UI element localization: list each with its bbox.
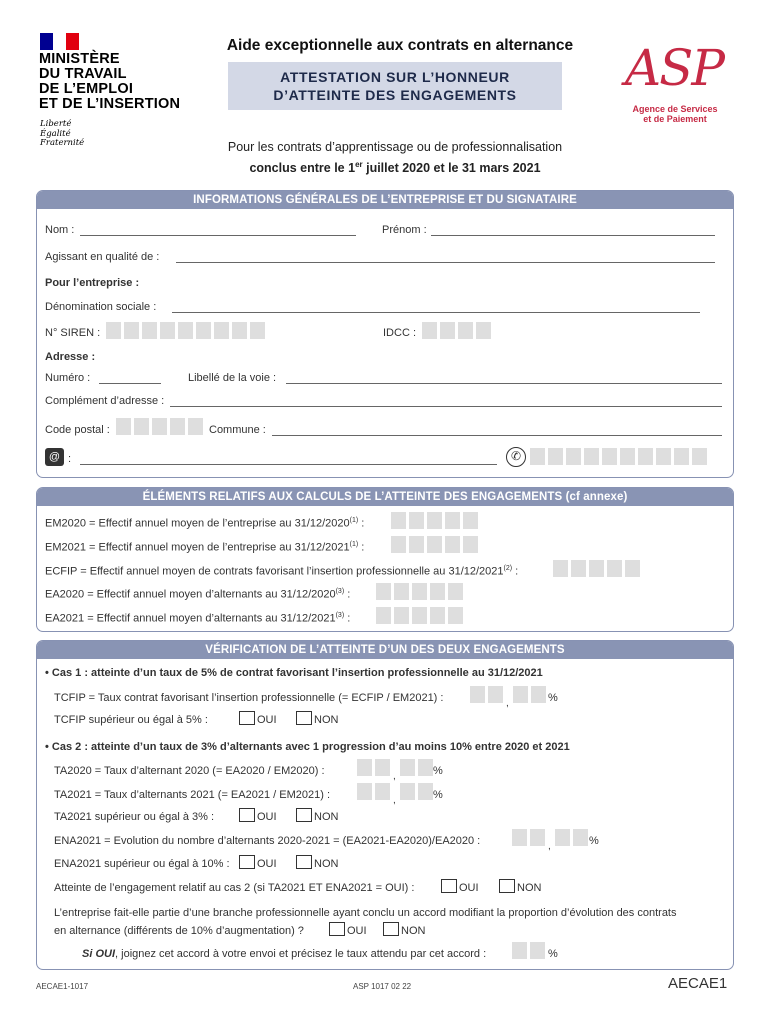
ea2020-label: EA2020 = Effectif annuel moyen d’alternants au 31/12/2020$^{(3)}$ : <box>45 588 351 601</box>
ministry-name: MINISTÈRE DU TRAVAIL DE L’EMPLOI ET DE L’INSERTION <box>39 51 181 112</box>
branche-oui-checkbox[interactable] <box>329 922 345 936</box>
ta2020-label: TA2020 = Taux d’alternant 2020 (= EA2020 / EM2020) : <box>54 765 325 777</box>
subtitle: Pour les contrats d’apprentissage ou de professionnalisation <box>227 140 563 154</box>
attestation-title-box: ATTESTATION SUR L’HONNEUR D’ATTEINTE DES ENGAGEMENTS <box>228 62 562 110</box>
branche-label-line1: L’entreprise fait-elle partie d’une branche professionnelle ayant conclu un accord modifiant la proportion d’évolution des contrats <box>54 907 677 919</box>
tcfip-non-checkbox[interactable] <box>296 711 312 725</box>
atteinte-oui-checkbox[interactable] <box>441 879 457 893</box>
page-title: Aide exceptionnelle aux contrats en alternance <box>226 37 574 54</box>
commune-field[interactable] <box>272 435 722 436</box>
nom-field[interactable] <box>80 235 356 236</box>
ena2021-int-boxes[interactable] <box>512 829 545 846</box>
qualite-label: Agissant en qualité de : <box>45 251 160 263</box>
adresse-label: Adresse : <box>45 351 96 363</box>
section-verification <box>36 640 734 970</box>
ena2021-dec-boxes[interactable] <box>555 829 588 846</box>
ea2021-boxes[interactable] <box>376 607 463 624</box>
footer-version: ASP 1017 02 22 <box>353 982 412 991</box>
complement-field[interactable] <box>170 406 722 407</box>
prenom-field[interactable] <box>431 235 715 236</box>
libelle-label: Libellé de la voie : <box>188 372 277 384</box>
code-postal-label: Code postal : <box>45 424 110 436</box>
atteinte-non-checkbox[interactable] <box>499 879 515 893</box>
ta2021-label: TA2021 = Taux d’alternants 2021 (= EA2021 / EM2021) : <box>54 789 330 801</box>
republic-flag-logo <box>40 33 79 50</box>
phone-icon: ✆ <box>506 447 526 467</box>
ena2021-label: ENA2021 = Evolution du nombre d’alternants 2020-2021 = (EA2021-EA2020)/EA2020 : <box>54 835 481 847</box>
prenom-label: Prénom : <box>382 224 427 236</box>
cas1-heading: • Cas 1 : atteinte d’un taux de 5% de contrat favorisant l’insertion professionnelle au 31/12/2021 <box>45 667 543 679</box>
idcc-boxes[interactable] <box>422 322 491 339</box>
phone-boxes[interactable] <box>530 448 707 465</box>
section-title: ÉLÉMENTS RELATIFS AUX CALCULS DE L’ATTEINTE DES ENGAGEMENTS (cf annexe) <box>37 488 733 506</box>
ta2020-int-boxes[interactable] <box>357 759 390 776</box>
republic-motto: Liberté Égalité Fraternité <box>40 119 85 148</box>
email-separator: : <box>68 453 72 465</box>
numero-field[interactable] <box>99 383 161 384</box>
section-title: INFORMATIONS GÉNÉRALES DE L’ENTREPRISE ET DU SIGNATAIRE <box>37 191 733 209</box>
si-oui-label: Si OUI, joignez cet accord à votre envoi et précisez le taux attendu par cet accord : <box>82 948 487 960</box>
ta2021-non-checkbox[interactable] <box>296 808 312 822</box>
ecfip-label: ECFIP = Effectif annuel moyen de contrats favorisant l’insertion professionnelle au 31/12/2021$^{(2)}$ : <box>45 565 519 578</box>
branche-label-line2: en alternance (différents de 10% d’augmentation) ? <box>54 925 304 937</box>
tcfip-oui-checkbox[interactable] <box>239 711 255 725</box>
ea2020-boxes[interactable] <box>376 583 463 600</box>
subtitle-dates: conclus entre le 1er juillet 2020 et le 31 mars 2021 <box>249 160 541 176</box>
ta2021-int-boxes[interactable] <box>357 783 390 800</box>
ta2021-dec-boxes[interactable] <box>400 783 433 800</box>
idcc-label: IDCC : <box>383 327 416 339</box>
siren-boxes[interactable] <box>106 322 265 339</box>
denomination-field[interactable] <box>172 312 700 313</box>
tcfip-dec-boxes[interactable] <box>513 686 546 703</box>
ea2021-label: EA2021 = Effectif annuel moyen d’alternants au 31/12/2021$^{(3)}$ : <box>45 612 351 625</box>
numero-label: Numéro : <box>45 372 91 384</box>
ena2021-non-checkbox[interactable] <box>296 855 312 869</box>
nom-label: Nom : <box>45 224 75 236</box>
tcfip-label: TCFIP = Taux contrat favorisant l’insertion professionnelle (= ECFIP / EM2021) : <box>54 692 444 704</box>
commune-label: Commune : <box>209 424 266 436</box>
libelle-field[interactable] <box>286 383 722 384</box>
tcfip-int-boxes[interactable] <box>470 686 503 703</box>
em2021-boxes[interactable] <box>391 536 478 553</box>
ta2020-dec-boxes[interactable] <box>400 759 433 776</box>
footer-form-code: AECAE1-1017 <box>36 982 89 991</box>
ecfip-boxes[interactable] <box>553 560 640 577</box>
ta2021-sup-label: TA2021 supérieur ou égal à 3% : <box>54 811 215 823</box>
cas2-heading: • Cas 2 : atteinte d’un taux de 3% d’alternants avec 1 progression d’au moins 10% entre 2020 et 2021 <box>45 741 570 753</box>
code-postal-boxes[interactable] <box>116 418 203 435</box>
em2020-boxes[interactable] <box>391 512 478 529</box>
email-field[interactable] <box>80 464 497 465</box>
ta2021-oui-checkbox[interactable] <box>239 808 255 822</box>
pour-entreprise-label: Pour l’entreprise : <box>45 277 140 289</box>
branche-non-checkbox[interactable] <box>383 922 399 936</box>
ena2021-sup-label: ENA2021 supérieur ou égal à 10% : <box>54 858 230 870</box>
atteinte-label: Atteinte de l’engagement relatif au cas 2 (si TA2021 ET ENA2021 = OUI) : <box>54 882 415 894</box>
asp-logo: ASP Agence de Services et de Paiement <box>625 39 724 124</box>
complement-label: Complément d’adresse : <box>45 395 165 407</box>
accord-taux-boxes[interactable] <box>512 942 545 959</box>
qualite-field[interactable] <box>176 262 715 263</box>
siren-label: N° SIREN : <box>45 327 101 339</box>
ena2021-oui-checkbox[interactable] <box>239 855 255 869</box>
denomination-label: Dénomination sociale : <box>45 301 157 313</box>
section-title: VÉRIFICATION DE L’ATTEINTE D’UN DES DEUX ENGAGEMENTS <box>37 641 733 659</box>
tcfip-sup-label: TCFIP supérieur ou égal à 5% : <box>54 714 208 726</box>
email-icon: @ <box>45 448 64 466</box>
em2020-label: EM2020 = Effectif annuel moyen de l’entreprise au 31/12/2020$^{(1)}$ : <box>45 517 365 530</box>
em2021-label: EM2021 = Effectif annuel moyen de l’entreprise au 31/12/2021$^{(1)}$ : <box>45 541 365 554</box>
footer-form-id: AECAE1 <box>668 975 728 992</box>
